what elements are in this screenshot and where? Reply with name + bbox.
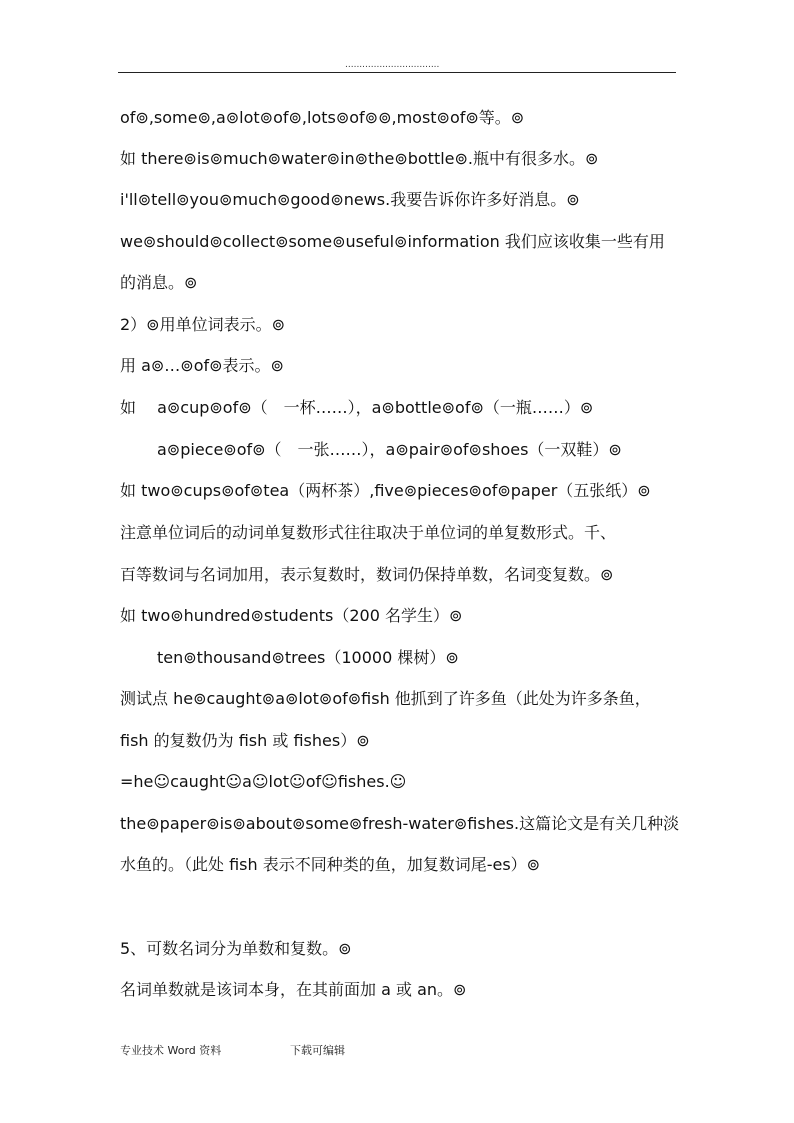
text-line: 名词单数就是该词本身，在其前面加 a 或 an。⊚ (120, 980, 467, 999)
footer-right: 下载可编辑 (290, 1044, 345, 1057)
text-line: ten⊚thousand⊚trees（10000 棵树）⊚ (157, 648, 459, 667)
text-line: 如 two⊚cups⊚of⊚tea（两杯茶）,five⊚pieces⊚of⊚paper（五张纸）⊚ (120, 481, 651, 500)
header-rule (118, 72, 676, 73)
text-line: 注意单位词后的动词单复数形式往往取决于单位词的单复数形式。千、 (120, 523, 617, 542)
text-line: 2）⊚用单位词表示。⊚ (120, 315, 285, 334)
text-line: 的消息。⊚ (120, 273, 198, 292)
text-line: 如 two⊚hundred⊚students（200 名学生）⊚ (120, 606, 463, 625)
text-line: we⊚should⊚collect⊚some⊚useful⊚information 我们应该收集一些有用 (120, 232, 665, 251)
text-line: 百等数词与名词加用，表示复数时，数词仍保持单数，名词变复数。⊚ (120, 565, 614, 584)
text-line: 如 a⊚cup⊚of⊚（ 一杯……），a⊚bottle⊚of⊚（一瓶……）⊚ (120, 398, 594, 417)
text-line: 水鱼的。（此处 fish 表示不同种类的鱼，加复数词尾-es）⊚ (120, 855, 541, 874)
footer-left: 专业技术 Word 资料 (120, 1044, 222, 1057)
text-line: a⊚piece⊚of⊚（ 一张……），a⊚pair⊚of⊚shoes（一双鞋）⊚ (157, 440, 622, 459)
section-heading: 5、可数名词分为单数和复数。⊚ (120, 939, 352, 958)
text-line: =he☺caught☺a☺lot☺of☺fishes.☺ (120, 772, 407, 791)
text-line: of⊚,some⊚,a⊚lot⊚of⊚,lots⊚of⊚⊚,most⊚of⊚等。⊚ (120, 108, 525, 127)
text-line: fish 的复数仍为 fish 或 fishes）⊚ (120, 731, 370, 750)
header-dots: ................................. (345, 60, 440, 70)
text-line: i'll⊚tell⊚you⊚much⊚good⊚news.我要告诉你许多好消息。⊚ (120, 190, 580, 209)
text-line: 测试点 he⊚caught⊚a⊚lot⊚of⊚fish 他抓到了许多鱼（此处为许多条鱼， (120, 689, 651, 708)
text-line: the⊚paper⊚is⊚about⊚some⊚fresh-water⊚fishes.这篇论文是有关几种淡 (120, 814, 680, 833)
text-line: 如 there⊚is⊚much⊚water⊚in⊚the⊚bottle⊚.瓶中有很多水。⊚ (120, 149, 599, 168)
text-line: 用 a⊚…⊚of⊚表示。⊚ (120, 356, 284, 375)
